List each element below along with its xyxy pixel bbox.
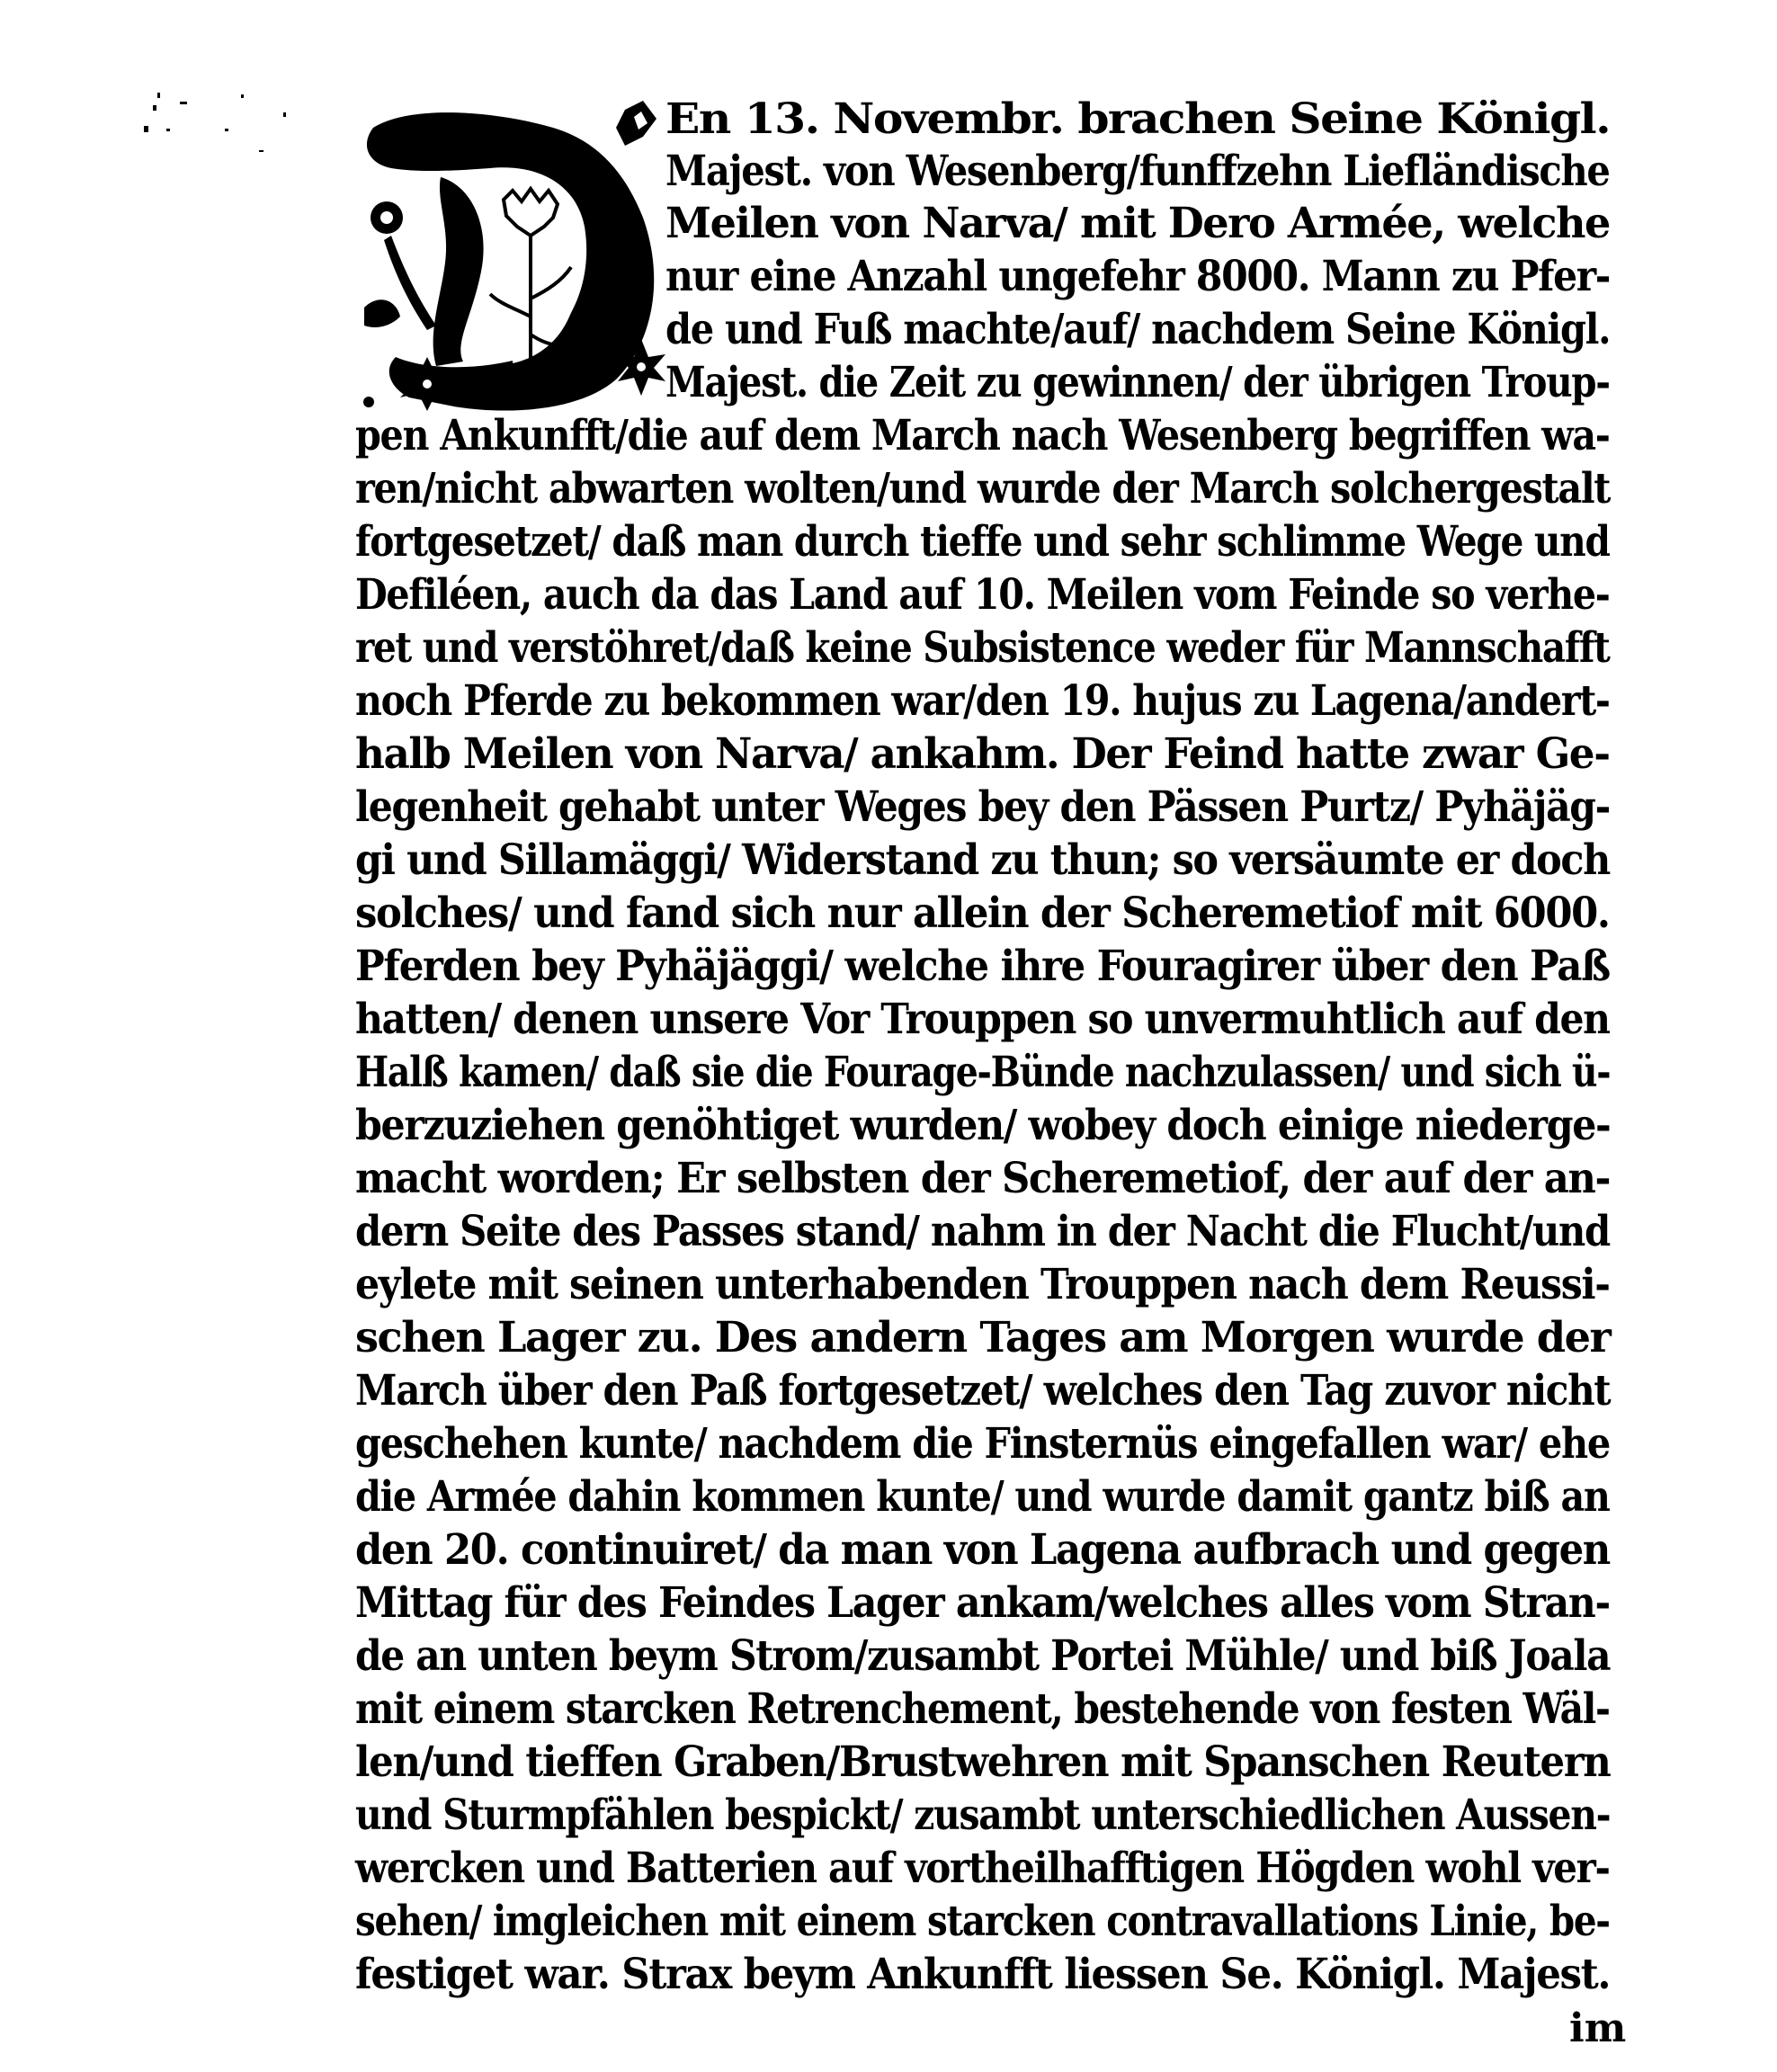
text-line: fortgesetzet/ daß man durch tieffe und sehr schlimme Wege und [355,517,1610,567]
text-line: festiget war. Strax beym Ankunfft liessen Se. Königl. Majest. [355,1950,1611,1999]
text-line: eylete mit seinen unterhabenden Trouppen nach dem Reussi- [355,1260,1610,1309]
text-line: gi und Sillamäggi/ Widerstand zu thun; so versäumte er doch [355,835,1610,885]
text-line: de an unten beym Strom/zusambt Portei Mühle/ und biß Joala [355,1631,1611,1681]
text-line: de und Fuß machte/auf/ nachdem Seine Königl. [665,305,1611,354]
text-line: len/und tieffen Graben/Brustwehren mit Spanschen Reutern [355,1737,1611,1787]
decorated-initial-d-icon [355,101,670,424]
text-line: Pferden bey Pyhäjäggi/ welche ihre Fouragirer über den Paß [355,942,1610,991]
text-line: Mittag für des Feindes Lager ankam/welches alles vom Stran- [355,1578,1610,1628]
text-line: mit einem starcken Retrenchement, bestehende von festen Wäl- [355,1684,1610,1734]
text-line: ret und verstöhret/daß keine Subsistence weder für Mannschafft [355,623,1610,673]
text-line: solches/ und fand sich nur allein der Scheremetiof mit 6000. [355,889,1610,938]
text-line: Halß kamen/ daß sie die Fourage-Bünde nachzulassen/ und sich ü- [355,1048,1611,1097]
text-line: die Armée dahin kommen kunte/ und wurde damit gantz biß an [355,1472,1610,1522]
text-line: sehen/ imgleichen mit einem starcken contravallations Linie, be- [355,1897,1610,1946]
text-line: geschehen kunte/ nachdem die Finsternüs eingefallen war/ ehe [355,1419,1610,1469]
text-line: schen Lager zu. Des andern Tages am Morgen wurde der [355,1313,1611,1362]
text-line: wercken und Batterien auf vortheilhafftigen Högden wohl ver- [355,1844,1610,1893]
text-line: March über den Paß fortgesetzet/ welches den Tag zuvor nicht [355,1366,1611,1416]
margin-specks [126,85,288,157]
text-line: pen Ankunfft/die auf dem March nach Wesenberg begriffen wa- [355,411,1610,460]
text-line: berzuziehen genöhtiget wurden/ wobey doch einige niederge- [355,1101,1611,1150]
text-line: Defiléen, auch da das Land auf 10. Meilen vom Feinde so verhe- [355,570,1610,620]
text-line: halb Meilen von Narva/ ankahm. Der Feind hatte zwar Ge- [355,729,1610,779]
text-line: legenheit gehabt unter Weges bey den Pässen Purtz/ Pyhäjäg- [355,782,1610,832]
text-line: noch Pferde zu bekommen war/den 19. hujus zu Lagena/andert- [355,676,1610,726]
text-line: Majest. von Wesenberg/funffzehn Liefländische [665,147,1610,196]
text-line: den 20. continuiret/ da man von Lagena aufbrach und gegen [355,1525,1610,1575]
text-line: macht worden; Er selbsten der Scheremetiof, der auf der an- [355,1154,1611,1203]
text-line: dern Seite des Passes stand/ nahm in der Nacht die Flucht/und [355,1207,1610,1256]
text-line: ren/nicht abwarten wolten/und wurde der March solchergestalt [355,464,1611,514]
text-line: nur eine Anzahl ungefehr 8000. Mann zu Pfer- [665,252,1611,301]
text-line: Majest. die Zeit zu gewinnen/ der übrigen Troup- [665,358,1610,407]
text-line: und Sturmpfählen bespickt/ zusambt unterschiedlichen Aussen- [355,1791,1611,1840]
text-line: Meilen von Narva/ mit Dero Armée, welche [665,199,1610,248]
catchword: im [1569,2005,1627,2051]
text-line: En 13. Novembr. brachen Seine Königl. [665,94,1610,144]
text-line: hatten/ denen unsere Vor Trouppen so unvermuhtlich auf den [355,995,1610,1044]
